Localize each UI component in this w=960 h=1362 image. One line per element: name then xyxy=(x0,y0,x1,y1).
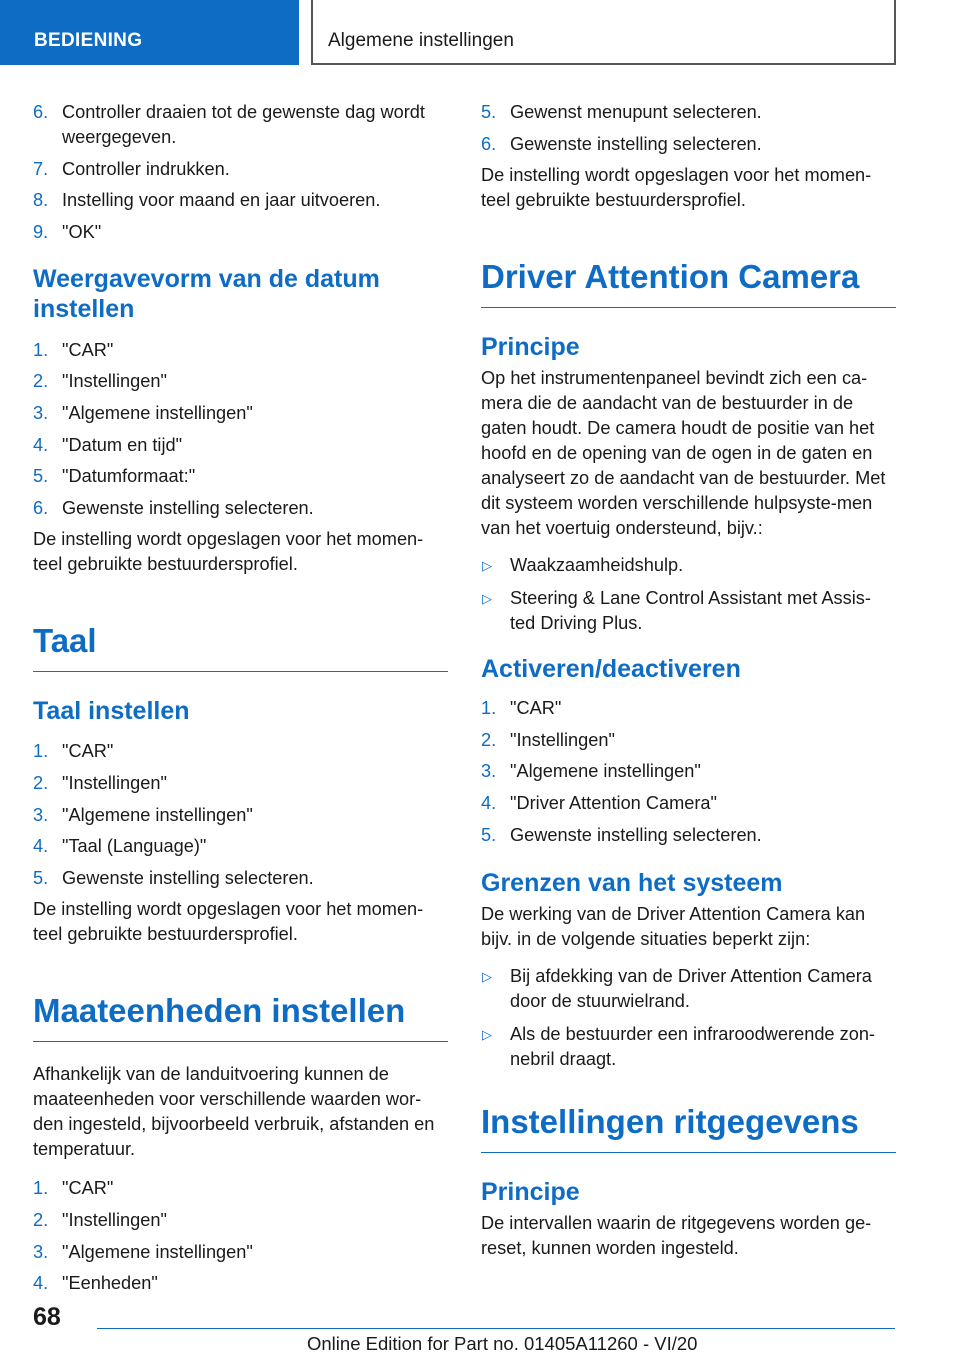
item-text: "Algemene instellingen" xyxy=(62,804,253,825)
step-number: 8. xyxy=(33,190,49,211)
section-heading-grenzen: Grenzen van het systeem xyxy=(481,868,783,897)
bullet-list xyxy=(481,964,896,1072)
item-text: Gewenst menupunt selecteren. xyxy=(510,102,762,122)
step-item xyxy=(33,1240,448,1265)
header-title: Algemene instellingen xyxy=(328,30,514,51)
step-item xyxy=(481,823,896,848)
step-item xyxy=(481,100,896,125)
paragraph: Op het instrumentenpaneel bevindt zich een ca-mera die de aandacht van de bestuurder in de gaten houdt. De camera houdt de positie van het hoofd en de opening van de ogen in de gaten en analyseert zo de aandacht van de bestuurder. Met dit systeem worden verschillende hulpsyste-men van het voertuig ondersteund, bijv.: xyxy=(481,368,886,539)
paragraph: Afhankelijk van de landuitvoering kunnen de maateenheden voor verschillende waarden wor-den ingesteld, bijvoorbeeld verbruik, afstanden en temperatuur. xyxy=(33,1064,435,1160)
step-number: 9. xyxy=(33,221,49,242)
step-item xyxy=(33,188,448,213)
item-text: Als de bestuurder een infraroodwerende zon-nebril draagt. xyxy=(510,1023,875,1069)
bullet-item xyxy=(481,553,896,578)
step-item xyxy=(33,739,448,764)
step-number: 3. xyxy=(33,804,49,825)
step-number: 2. xyxy=(481,729,497,750)
item-text: "Eenheden" xyxy=(62,1273,158,1294)
step-item xyxy=(33,803,448,828)
item-text: Steering & Lane Control Assistant met Assis-ted Driving Plus. xyxy=(510,588,871,634)
step-item xyxy=(33,496,448,521)
chapter-title-ritgegevens: Instellingen ritgegevens xyxy=(481,1102,896,1153)
step-list xyxy=(33,338,448,521)
step-number: 4. xyxy=(33,836,49,857)
bullet-item xyxy=(481,964,896,1014)
step-item xyxy=(481,132,896,157)
item-text: Gewenste instelling selecteren. xyxy=(62,867,314,888)
step-number: 3. xyxy=(33,402,49,423)
bullet-item xyxy=(481,586,896,636)
step-number: 1. xyxy=(33,1178,49,1199)
step-item xyxy=(33,1208,448,1233)
step-item xyxy=(33,157,448,182)
footer-edition: Online Edition for Part no. 01405A11260 - VI/20 xyxy=(307,1333,698,1354)
step-list xyxy=(33,1176,448,1296)
step-number: 6. xyxy=(33,497,49,518)
paragraph: De instelling wordt opgeslagen voor het momen-teel gebruikte bestuurdersprofiel. xyxy=(33,899,424,945)
step-item xyxy=(33,1271,448,1296)
item-text: "CAR" xyxy=(62,339,114,360)
step-list xyxy=(481,696,896,847)
item-text: "Algemene instellingen" xyxy=(62,402,253,423)
bullet-item xyxy=(481,1022,896,1072)
step-number: 7. xyxy=(33,158,49,179)
step-list xyxy=(481,100,896,157)
step-item xyxy=(33,464,448,489)
step-item xyxy=(33,401,448,426)
step-number: 1. xyxy=(33,339,49,360)
step-item xyxy=(33,100,448,150)
right-column xyxy=(481,100,896,1261)
item-text: Gewenste instelling selecteren. xyxy=(510,824,762,845)
step-number: 6. xyxy=(481,133,497,154)
item-text: "Instellingen" xyxy=(62,772,167,793)
step-number: 3. xyxy=(33,1241,49,1262)
header-section-tab xyxy=(0,0,299,65)
step-number: 5. xyxy=(33,466,49,487)
chapter-title-taal: Taal xyxy=(33,621,448,672)
step-item xyxy=(481,696,896,721)
step-item xyxy=(481,728,896,753)
step-number: 6. xyxy=(33,102,49,122)
item-text: "Instellingen" xyxy=(510,729,615,750)
step-item xyxy=(33,771,448,796)
left-column xyxy=(33,100,448,1303)
chapter-title-dac: Driver Attention Camera xyxy=(481,257,896,308)
footer-divider xyxy=(97,1328,895,1329)
item-text: "Algemene instellingen" xyxy=(510,761,701,782)
step-item xyxy=(33,433,448,458)
item-text: "Taal (Language)" xyxy=(62,836,207,857)
section-heading-datum: Weergavevorm van de datum instellen xyxy=(33,264,380,323)
item-text: Waakzaamheidshulp. xyxy=(510,555,684,576)
item-text: "Datum en tijd" xyxy=(62,434,183,455)
item-text: "Instellingen" xyxy=(62,371,167,392)
section-heading-principe-2: Principe xyxy=(481,1177,580,1206)
paragraph: De instelling wordt opgeslagen voor het momen-teel gebruikte bestuurdersprofiel. xyxy=(33,529,424,575)
step-number: 4. xyxy=(481,792,497,813)
chapter-title-maateenheden: Maateenheden instellen xyxy=(33,991,448,1042)
bullet-list xyxy=(481,553,896,636)
paragraph: De instelling wordt opgeslagen voor het momen-teel gebruikte bestuurdersprofiel. xyxy=(481,165,872,211)
step-number: 2. xyxy=(33,1209,49,1230)
step-item xyxy=(481,791,896,816)
triangle-bullet-icon: ▷ xyxy=(482,968,492,984)
triangle-bullet-icon: ▷ xyxy=(482,558,492,574)
item-text: "Instellingen" xyxy=(62,1209,167,1230)
step-item xyxy=(33,220,448,245)
section-heading-principe: Principe xyxy=(481,333,580,362)
item-text: Bij afdekking van de Driver Attention Camera door de stuurwielrand. xyxy=(510,965,872,1011)
header-section-label: BEDIENING xyxy=(34,30,143,51)
step-item xyxy=(33,1176,448,1201)
step-number: 5. xyxy=(33,867,49,888)
triangle-bullet-icon: ▷ xyxy=(482,1026,492,1042)
step-number: 5. xyxy=(481,102,497,122)
step-number: 2. xyxy=(33,772,49,793)
step-number: 4. xyxy=(33,434,49,455)
step-item xyxy=(33,338,448,363)
step-item xyxy=(33,369,448,394)
item-text: Gewenste instelling selecteren. xyxy=(510,133,762,154)
step-number: 4. xyxy=(33,1273,49,1294)
item-text: "CAR" xyxy=(510,698,562,719)
header-title-box xyxy=(311,0,896,65)
step-item xyxy=(33,834,448,859)
paragraph: De intervallen waarin de ritgegevens worden ge-reset, kunnen worden ingesteld. xyxy=(481,1212,872,1258)
step-number: 3. xyxy=(481,761,497,782)
page-number: 68 xyxy=(33,1303,61,1331)
item-text: Instelling voor maand en jaar uitvoeren. xyxy=(62,190,381,211)
item-text: "CAR" xyxy=(62,741,114,762)
item-text: "OK" xyxy=(62,221,102,242)
section-heading-taal: Taal instellen xyxy=(33,697,190,726)
paragraph: De werking van de Driver Attention Camera kan bijv. in de volgende situaties beperkt zijn: xyxy=(481,903,866,949)
item-text: "Datumformaat:" xyxy=(62,466,196,487)
item-text: Gewenste instelling selecteren. xyxy=(62,497,314,518)
step-list xyxy=(33,100,448,245)
step-list xyxy=(33,739,448,890)
step-item xyxy=(481,759,896,784)
step-item xyxy=(33,866,448,891)
step-number: 1. xyxy=(33,741,49,762)
item-text: "CAR" xyxy=(62,1178,114,1199)
step-number: 2. xyxy=(33,371,49,392)
item-text: Controller indrukken. xyxy=(62,158,230,179)
step-number: 1. xyxy=(481,698,497,719)
item-text: "Algemene instellingen" xyxy=(62,1241,253,1262)
item-text: "Driver Attention Camera" xyxy=(510,792,717,813)
step-number: 5. xyxy=(481,824,497,845)
triangle-bullet-icon: ▷ xyxy=(482,591,492,607)
section-heading-activeren: Activeren/deactiveren xyxy=(481,655,741,684)
item-text: Controller draaien tot de gewenste dag wordt weergegeven. xyxy=(62,102,425,147)
